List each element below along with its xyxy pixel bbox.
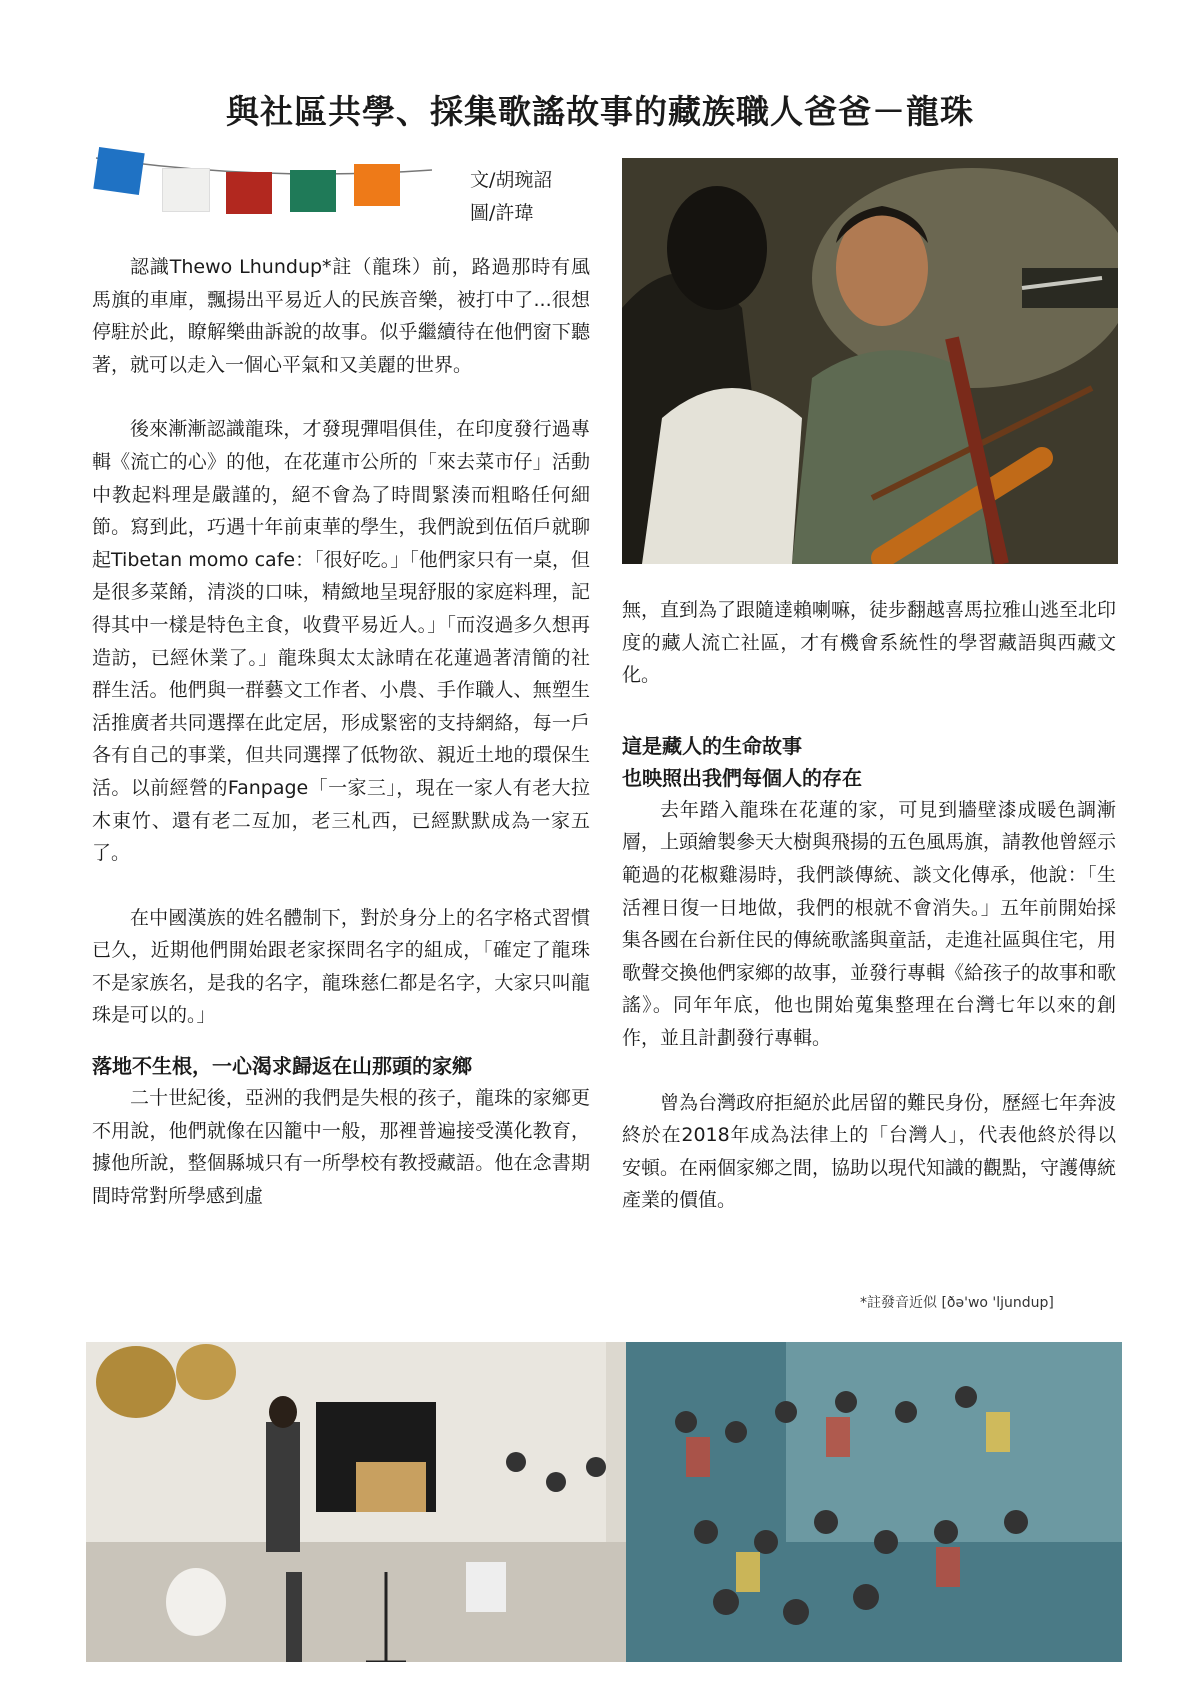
- photo-community-concert: [86, 1342, 1122, 1662]
- author-credit: 文/胡琬詔: [470, 169, 553, 191]
- prayer-flags-illustration: [92, 140, 452, 230]
- prayer-flag-green: [290, 170, 336, 212]
- paragraph-family-life: 後來漸漸認識龍珠，才發現彈唱俱佳，在印度發行過專輯《流亡的心》的他，在花蓮市公所的「來去菜市仔」活動中教起料理是嚴謹的，絕不會為了時間緊湊而粗略任何細節。寫到此，巧遇十年前東華的學生，我們說到伍佰戶就聊起Tibetan momo cafe：「很好吃。」「他們家只有一桌，但是很多菜餚，清淡的口味，精緻地呈現舒服的家庭料理，記得其中一樣是特色主食，收費平易近人。」「而沒過多久想再造訪，已經休業了。」龍珠與太太詠晴在花蓮過著清簡的社群生活。他們與一群藝文工作者、小農、手作職人、無塑生活推廣者共同選擇在此定居，形成緊密的支持網絡，每一戶各有自己的事業，但共同選擇了低物欲、親近土地的環保生活。以前經營的Fanpage「一家三」，現在一家人有老大拉木東竹、還有老二亙加，老三札西，已經默默成為一家五了。: [92, 418, 590, 865]
- section-heading-life-story-line2: 也映照出我們每個人的存在: [622, 765, 862, 790]
- article-column-left: [92, 251, 590, 1212]
- section-heading-life-story-line1: 這是藏人的生命故事: [622, 733, 802, 758]
- prayer-flag-red: [226, 172, 272, 214]
- paragraph-exile-continued: 無，直到為了跟隨達賴喇嘛，徒步翻越喜馬拉雅山逃至北印度的藏人流亡社區，才有機會系統性的學習藏語與西藏文化。: [622, 599, 1117, 687]
- prayer-flag-white: [162, 168, 210, 212]
- prayer-flag-blue: [93, 147, 144, 195]
- photo-performers-with-guitar: [622, 158, 1118, 564]
- photo-performers-illustration: [622, 158, 1118, 564]
- paragraph-citizenship: 曾為台灣政府拒絕於此居留的難民身份，歷經七年奔波終於在2018年成為法律上的「台灣人」，代表他終於得以安頓。在兩個家鄉之間，協助以現代知識的觀點，守護傳統產業的價值。: [622, 1091, 1117, 1212]
- article-column-right: [622, 594, 1116, 1217]
- prayer-flag-orange: [354, 164, 400, 206]
- section-heading-homeland: 落地不生根，一心渴求歸返在山那頭的家鄉: [92, 1054, 472, 1079]
- paragraph-childhood: 二十世紀後，亞洲的我們是失根的孩子，龍珠的家鄉更不用說，他們就像在囚籠中一般，那裡普遍接受漢化教育，據他所說，整個縣城只有一所學校有教授藏語。他在念書期間時常對所學感到虛: [92, 1087, 590, 1207]
- pronunciation-footnote: *註發音近似 [ðə'wo 'ljundup]: [860, 1295, 1054, 1311]
- photo-credit: 圖/許瑋: [470, 202, 534, 224]
- article-title: 與社區共學、採集歌謠故事的藏族職人爸爸－龍珠: [226, 92, 974, 131]
- paragraph-song-collecting: 去年踏入龍珠在花蓮的家，可見到牆壁漆成暖色調漸層，上頭繪製參天大樹與飛揚的五色風馬旗，請教他曾經示範過的花椒雞湯時，我們談傳統、談文化傳承，他說：「生活裡日復一日地做，我們的根就不會消失。」五年前開始採集各國在台新住民的傳統歌謠與童話，走進社區與住宅，用歌聲交換他們家鄉的故事，並發行專輯《給孩子的故事和歌謠》。同年年底，他也開始蒐集整理在台灣七年以來的創作，並且計劃發行專輯。: [622, 798, 1117, 1049]
- byline: [470, 164, 552, 230]
- paragraph-naming: 在中國漢族的姓名體制下，對於身分上的名字格式習慣已久，近期他們開始跟老家探問名字的組成，「確定了龍珠不是家族名，是我的名字，龍珠慈仁都是名字，大家只叫龍珠是可以的。」: [92, 906, 590, 1027]
- paragraph-intro: 認識Thewo Lhundup*註（龍珠）前，路過那時有風馬旗的車庫，飄揚出平易近人的民族音樂，被打中了...很想停駐於此，瞭解樂曲訴說的故事。似乎繼續待在他們窗下聽著，就可以走入一個心平氣和又美麗的世界。: [92, 256, 590, 376]
- photo-concert-illustration: [86, 1342, 1122, 1662]
